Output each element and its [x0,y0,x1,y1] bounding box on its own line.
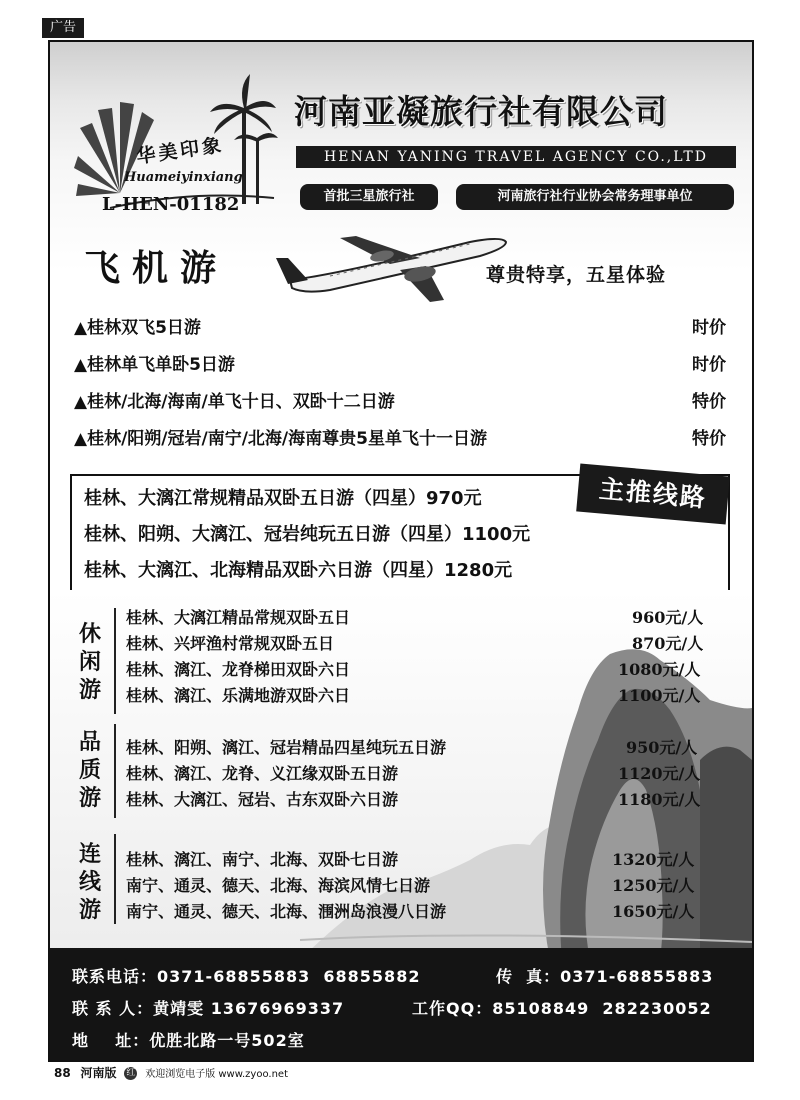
address-value: 优胜北路一号502室 [149,1031,305,1050]
route-name: 桂林、大漓江、冠岩、古东双卧六日游 [126,790,399,809]
route-price: 1120元/人 [618,764,701,783]
route-price: 1320元/人 [612,850,695,869]
category-label: 品质游 [78,729,101,811]
airplane-icon [270,218,520,308]
category-label: 连线游 [78,841,101,923]
person-line [72,996,344,1019]
route-price: 1100元/人 [618,686,701,705]
route-name: ▲桂林单飞单卧5日游 [74,355,235,375]
route-price: 950元/人 [626,738,698,757]
ad-frame [48,40,754,1062]
category-divider [114,724,116,818]
phone-number: 0371-68855883 68855882 [157,967,421,986]
route-name: 桂林、漓江、乐满地游双卧六日 [126,686,351,705]
category-label: 休闲游 [78,621,101,703]
fax-label: 传 真： [496,967,561,986]
list-item [74,384,726,421]
category-divider [114,834,116,924]
page-footer [54,1064,288,1081]
address-line [72,1028,305,1051]
qq-value: 85108849 282230052 [492,999,712,1018]
edition-mark: 红 [126,1068,136,1078]
featured-tag: 主推线路 [576,464,730,525]
route-price: 870元/人 [632,634,704,653]
route-price: 1650元/人 [612,902,695,921]
edition-label: 河南版 [80,1066,117,1080]
air-tour-list [74,310,726,458]
list-item [74,347,726,384]
address-label: 地 址： [72,1031,150,1050]
list-item [74,421,726,458]
phone-label: 联系电话： [72,967,158,986]
route-name: 南宁、通灵、德天、北海、涠洲岛浪漫八日游 [126,902,447,921]
air-tour-title: 飞机游 [84,247,229,289]
company-name: 河南亚凝旅行社有限公司 [294,92,668,131]
route-price: 1180元/人 [618,790,701,809]
company-name-en: HENAN YANING TRAVEL AGENCY CO.,LTD [296,146,736,168]
category-divider [114,608,116,714]
website-text[interactable]: 欢迎浏览电子版 www.zyoo.net [145,1069,288,1080]
route-price: 960元/人 [632,608,704,627]
featured-route: 桂林、大漓江常规精品双卧五日游（四星）970元 [84,488,482,509]
qq-line [412,996,712,1019]
featured-route: 桂林、大漓江、北海精品双卧六日游（四星）1280元 [84,560,513,581]
brand-name-en: Huameiyinxiang [124,170,243,185]
route-name: 桂林、兴坪渔村常规双卧五日 [126,634,335,653]
fax-line [496,964,713,987]
route-name: 桂林、大漓江精品常规双卧五日 [126,608,351,627]
route-name: 桂林、漓江、龙脊梯田双卧六日 [126,660,351,679]
page-number: 88 [54,1066,71,1080]
list-item [74,310,726,347]
person-label: 联 系 人： [72,999,154,1018]
license-number: L-HEN-01182 [102,194,240,215]
route-name: 南宁、通灵、德天、北海、海滨风情七日游 [126,876,431,895]
fax-number: 0371-68855883 [560,967,714,986]
featured-route: 桂林、阳朔、大漓江、冠岩纯玩五日游（四星）1100元 [84,524,531,545]
route-name: ▲桂林双飞5日游 [74,318,201,338]
route-price: 特价 [692,392,726,412]
route-name: ▲桂林/北海/海南/单飞十日、双卧十二日游 [74,392,395,412]
ad-tag: 广告 [42,18,84,38]
route-price: 时价 [692,318,726,338]
slogan: 尊贵特享，五星体验 [486,264,667,286]
phone-line [72,964,420,987]
qq-label: 工作QQ： [412,999,493,1018]
route-price: 特价 [692,429,726,449]
route-price: 1080元/人 [618,660,701,679]
badge-association: 河南旅行社行业协会常务理事单位 [456,184,734,210]
route-name: 桂林、阳朔、漓江、冠岩精品四星纯玩五日游 [126,738,447,757]
route-price: 时价 [692,355,726,375]
route-price: 1250元/人 [612,876,695,895]
person-value: 黄靖雯 13676969337 [153,999,345,1018]
route-name: 桂林、漓江、龙脊、义江缘双卧五日游 [126,764,399,783]
route-name: 桂林、漓江、南宁、北海、双卧七日游 [126,850,399,869]
brand-name: 华美印象 [135,133,226,169]
badge-three-star: 首批三星旅行社 [300,184,438,210]
contact-panel [50,948,752,1060]
route-name: ▲桂林/阳朔/冠岩/南宁/北海/海南尊贵5星单飞十一日游 [74,429,487,449]
